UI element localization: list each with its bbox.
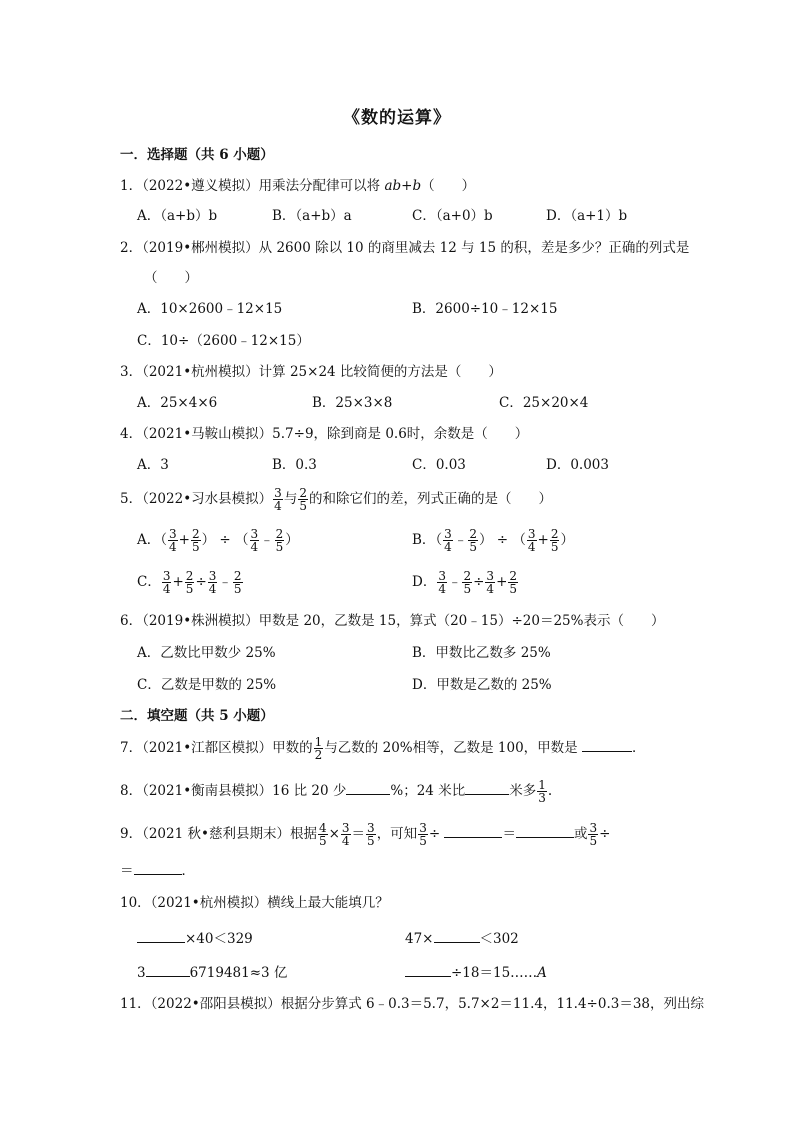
question-5-stem: 5．（2022•习水县模拟） $\frac{3}{4}$ 与 $\frac{2}{5}$ 的和除它们的差，列式正确的是（ ） xyxy=(120,486,552,513)
q1-option-d: D．（a+1）b xyxy=(546,208,628,224)
answer-blank[interactable] xyxy=(346,780,390,795)
q3-option-b: B．25×3×8 xyxy=(312,395,393,411)
q3-option-c: C．25×20×4 xyxy=(499,395,589,411)
question-3-stem: 3．（2021•杭州模拟）计算 25×24 比较简便的方法是（ ） xyxy=(120,364,502,380)
answer-blank[interactable] xyxy=(405,962,451,977)
q10-row1-left: ×40＜329 xyxy=(137,928,253,948)
answer-blank[interactable] xyxy=(582,737,632,752)
q6-option-c: C．乙数是甲数的 25% xyxy=(137,677,277,693)
q6-option-d: D．甲数是乙数的 25% xyxy=(412,677,552,693)
question-9-cont: ＝ ． xyxy=(120,860,195,880)
question-11-stem: 11．（2022•邵阳县模拟）根据分步算式 6﹣0.3＝5.7，5.7×2＝11.4，11.4÷0.3＝38，列出综 xyxy=(120,996,705,1012)
question-4-stem: 4．（2021•马鞍山模拟）5.7÷9，除到商是 0.6时，余数是（ ） xyxy=(120,426,529,442)
page-title: 《数的运算》 xyxy=(343,108,451,128)
q10-row2-right: ÷18＝15……A xyxy=(405,962,547,982)
answer-blank[interactable] xyxy=(516,823,574,838)
q4-option-c: C．0.03 xyxy=(412,457,466,473)
fraction: $\frac{2}{5}$ xyxy=(299,486,307,513)
q5-option-c: C． $\frac{3}{4}$ + $\frac{2}{5}$ ÷ $\frac{3}{4}$ ﹣ $\frac{2}{5}$ xyxy=(137,569,242,596)
question-2-stem-cont: （ ） xyxy=(144,270,198,286)
fraction: $\frac{3}{4}$ xyxy=(274,486,282,513)
question-8-stem: 8．（2021•衡南县模拟）16 比 20 少 %；24 米比 米多 $\frac{1}{3}$ . xyxy=(120,778,553,805)
q1-option-b: B．（a+b）a xyxy=(272,208,352,224)
section-heading-fill: 二．填空题（共 5 小题） xyxy=(120,708,274,724)
q2-option-c: C．10÷（2600﹣12×15） xyxy=(137,333,310,349)
q6-option-b: B．甲数比乙数多 25% xyxy=(412,645,551,661)
q4-option-b: B．0.3 xyxy=(272,457,317,473)
section-heading-choice: 一．选择题（共 6 小题） xyxy=(120,147,274,163)
q10-row1-right: 47× ＜302 xyxy=(405,928,519,948)
q5-option-b: B．（ $\frac{3}{4}$ ﹣ $\frac{2}{5}$ ） ÷ （ $\frac{3}{4}$ + $\frac{2}{5}$ ） xyxy=(412,527,574,554)
answer-blank[interactable] xyxy=(444,823,502,838)
q4-option-d: D．0.003 xyxy=(546,457,609,473)
answer-blank[interactable] xyxy=(137,928,185,943)
q2-option-b: B．2600÷10﹣12×15 xyxy=(412,301,558,317)
question-9-stem: 9．（2021 秋•慈利县期末）根据 $\frac{4}{5}$ × $\frac{3}{4}$ ＝ $\frac{3}{5}$ ，可知 $\frac{3}{5}$ ÷ ＝ 或 $\frac{3}{5}$ ÷ xyxy=(120,821,611,848)
q4-option-a: A．3 xyxy=(137,457,169,473)
question-6-stem: 6．（2019•株洲模拟）甲数是 20，乙数是 15，算式（20﹣15）÷20＝25%表示（ ） xyxy=(120,613,665,629)
fraction: $\frac{1}{3}$ xyxy=(538,778,546,805)
q10-row2-left: 3 6719481≈3 亿 xyxy=(137,962,287,982)
question-1-stem: 1．（2022•遵义模拟）用乘法分配律可以将 ab+b（ ） xyxy=(120,178,476,194)
q5-option-a: A．（ $\frac{3}{4}$ + $\frac{2}{5}$ ） ÷ （ $\frac{3}{4}$ ﹣ $\frac{2}{5}$ ） xyxy=(137,527,299,554)
q6-option-a: A．乙数比甲数少 25% xyxy=(137,645,276,661)
answer-blank[interactable] xyxy=(146,962,190,977)
q1-option-a: A．（a+b）b xyxy=(137,208,218,224)
answer-blank[interactable] xyxy=(465,780,509,795)
question-10-stem: 10．（2021•杭州模拟）横线上最大能填几？ xyxy=(120,895,389,911)
question-7-stem: 7．（2021•江都区模拟）甲数的 $\frac{1}{2}$ 与乙数的 20%相等，乙数是 100，甲数是 ． xyxy=(120,735,646,762)
fraction: $\frac{1}{2}$ xyxy=(314,735,323,762)
q5-option-d: D． $\frac{3}{4}$ ﹣ $\frac{2}{5}$ ÷ $\frac{3}{4}$ + $\frac{2}{5}$ xyxy=(412,569,518,596)
q1-option-c: C．（a+0）b xyxy=(412,208,493,224)
q3-option-a: A．25×4×6 xyxy=(137,395,218,411)
q2-option-a: A．10×2600﹣12×15 xyxy=(137,301,283,317)
answer-blank[interactable] xyxy=(134,860,182,875)
answer-blank[interactable] xyxy=(434,928,480,943)
question-2-stem: 2．（2019•郴州模拟）从 2600 除以 10 的商里减去 12 与 15 的积，差是多少？正确的列式是 xyxy=(120,240,690,256)
